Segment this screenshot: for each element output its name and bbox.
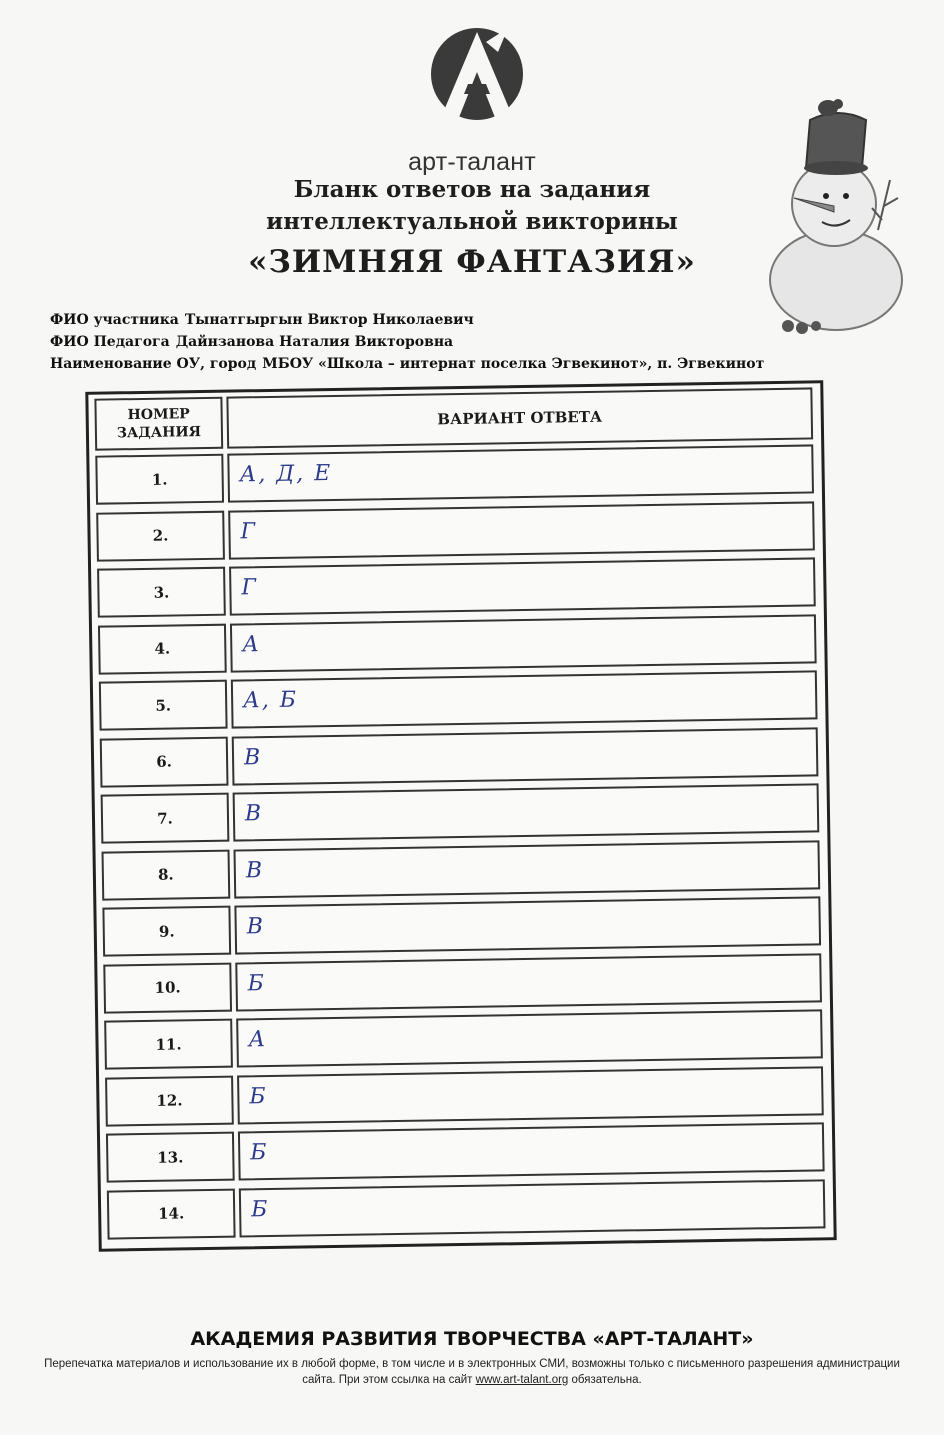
answer-cell[interactable]	[236, 1009, 823, 1067]
table-row	[99, 1063, 832, 1125]
handwritten-answer: А, Б	[242, 687, 299, 714]
task-number: 8.	[102, 849, 231, 900]
footer-copyright-note	[40, 1356, 904, 1388]
task-number: 9.	[102, 906, 231, 957]
teacher-value: Дайнзанова Наталия Викторовна	[175, 334, 454, 350]
table-row	[92, 611, 825, 673]
task-number: 7.	[101, 793, 230, 844]
teacher-line	[50, 334, 459, 350]
organization-line	[50, 356, 770, 372]
task-number-header: НОМЕР ЗАДАНИЯ	[94, 397, 223, 451]
task-number: 11.	[104, 1019, 233, 1070]
sheet-title-line-1: Бланк ответов на задания	[293, 176, 651, 203]
task-number: 6.	[100, 736, 229, 787]
table-row	[89, 441, 822, 503]
table-row	[96, 893, 829, 955]
answer-cell[interactable]	[230, 614, 817, 672]
answer-cell[interactable]	[227, 444, 814, 502]
handwritten-answer: В	[243, 744, 263, 770]
footer-academy-title: АКАДЕМИЯ РАЗВИТИЯ ТВОРЧЕСТВА «АРТ-ТАЛАНТ»	[190, 1328, 754, 1350]
handwritten-answer: В	[246, 914, 266, 940]
task-number: 1.	[95, 454, 224, 505]
table-row	[95, 780, 828, 842]
footer-note-end: обязательна.	[571, 1374, 642, 1386]
task-number: 14.	[107, 1188, 236, 1239]
answer-cell[interactable]	[232, 727, 819, 785]
participant-label: ФИО участника	[50, 312, 179, 328]
answers-table-frame	[85, 380, 836, 1251]
task-number: 5.	[99, 680, 228, 731]
handwritten-answer: В	[244, 801, 264, 827]
table-row	[93, 667, 826, 729]
teacher-label: ФИО Педагога	[50, 334, 170, 350]
organization-value: МБОУ «Школа – интернат поселка Эгвекинот», п. Эгвекинот	[262, 356, 765, 372]
table-row	[101, 1176, 834, 1238]
sheet-title-line-2: интеллектуальной викторины	[266, 208, 678, 235]
handwritten-answer: Б	[247, 970, 266, 996]
snowman-illustration	[758, 80, 908, 338]
handwritten-answer: Б	[250, 1140, 269, 1166]
task-number: 2.	[96, 510, 225, 561]
answer-cell[interactable]	[228, 501, 815, 559]
table-row	[90, 498, 823, 560]
task-number: 10.	[103, 962, 232, 1013]
table-row	[91, 554, 824, 616]
quiz-title: «ЗИМНЯЯ ФАНТАЗИЯ»	[248, 244, 696, 280]
answer-cell[interactable]	[233, 783, 820, 841]
answer-cell[interactable]	[231, 670, 818, 728]
handwritten-answer: А, Д, Е	[239, 460, 333, 488]
answer-cell[interactable]	[237, 1066, 824, 1124]
table-row	[98, 1006, 831, 1068]
handwritten-answer: Б	[250, 1196, 270, 1222]
answer-cell[interactable]	[239, 1179, 826, 1237]
footer-note-text: Перепечатка материалов и использование их в любой форме, в том числе и в электронных СМИ, возможны только с письменного разрешения администрации сайта. При этом ссылка на сайт	[44, 1358, 900, 1386]
organization-label: Наименование ОУ, город	[50, 356, 257, 372]
handwritten-answer: Г	[240, 518, 258, 544]
answer-header: ВАРИАНТ ОТВЕТА	[226, 387, 813, 448]
task-number: 12.	[105, 1075, 234, 1126]
brand-name: арт-талант	[408, 148, 536, 176]
handwritten-answer: Г	[241, 575, 259, 601]
table-row	[95, 837, 828, 899]
task-number: 3.	[97, 567, 226, 618]
participant-line	[50, 312, 480, 328]
handwritten-answer: Б	[249, 1083, 268, 1109]
task-number: 4.	[98, 623, 227, 674]
table-row	[97, 950, 830, 1012]
table-row	[94, 724, 827, 786]
answer-cell[interactable]	[238, 1122, 825, 1180]
task-number: 13.	[106, 1132, 235, 1183]
table-row	[100, 1119, 833, 1181]
answer-cell[interactable]	[233, 840, 820, 898]
answers-table	[85, 380, 836, 1251]
footer-site-link[interactable]: www.art-talant.org	[475, 1374, 569, 1386]
handwritten-answer: А	[242, 631, 262, 657]
participant-value: Тынатгыргын Виктор Николаевич	[184, 312, 474, 328]
answer-cell[interactable]	[229, 557, 816, 615]
answer-cell[interactable]	[234, 896, 821, 954]
art-talant-logo	[428, 22, 526, 134]
handwritten-answer: А	[248, 1027, 268, 1053]
answer-cell[interactable]	[235, 953, 822, 1011]
handwritten-answer: В	[245, 857, 265, 883]
